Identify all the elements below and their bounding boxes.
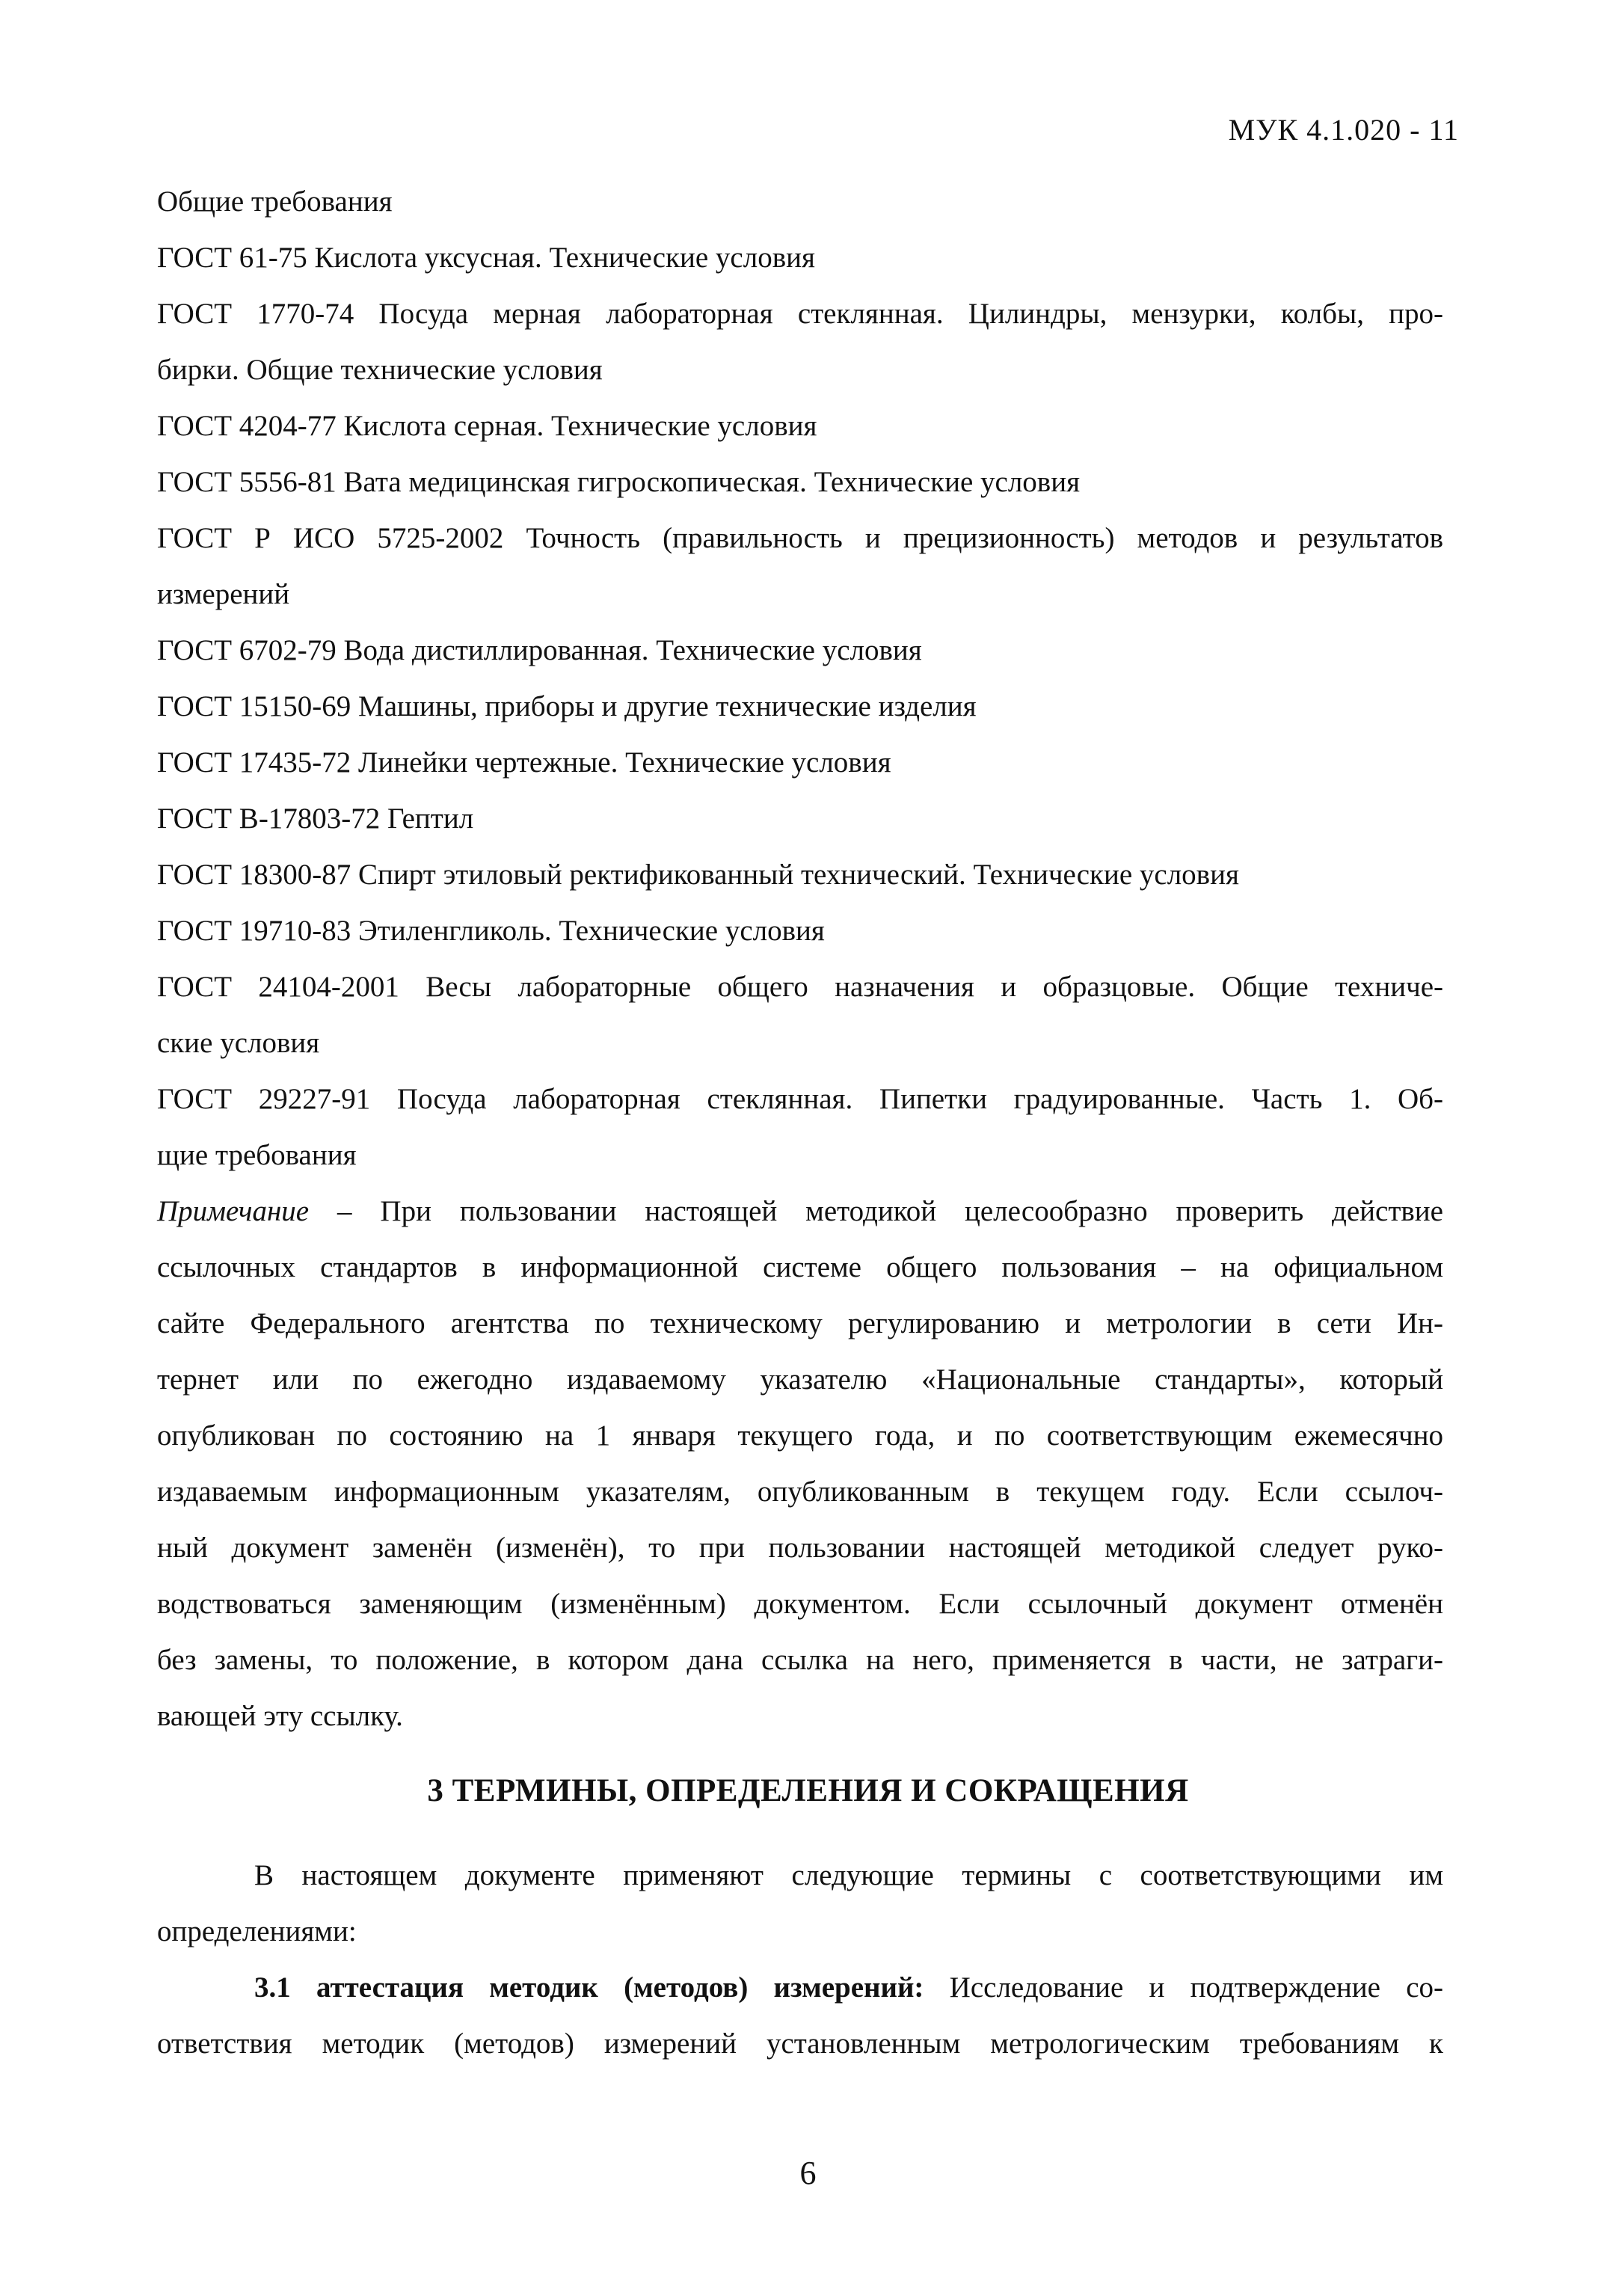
reference-line: щие требования: [157, 1139, 357, 1171]
section-body: [157, 1847, 1443, 2072]
reference-line: измерений: [157, 578, 290, 610]
reference-line: ГОСТ 4204-77 Кислота серная. Технические условия: [157, 410, 817, 442]
term-definition-line: ответствия методик (методов) измерений установленным метрологическим требованиям к: [157, 2028, 1443, 2060]
reference-line: ГОСТ 61-75 Кислота уксусная. Технические условия: [157, 242, 815, 274]
page-number: 6: [799, 2155, 817, 2191]
intro-line: определениями:: [157, 1915, 357, 1947]
term-title: 3.1 аттестация методик (методов) измерений:: [254, 1971, 924, 2004]
references-block: [157, 174, 1443, 1744]
reference-line: ГОСТ В-17803-72 Гептил: [157, 802, 474, 835]
note-label: Примечание: [157, 1195, 310, 1227]
note-line: вающей эту ссылку.: [157, 1700, 403, 1732]
note-line: без замены, то положение, в котором дана ссылка на него, применяется в части, не затраги-: [157, 1644, 1443, 1676]
term-definition-start: Исследование и подтверждение со-: [924, 1971, 1443, 2004]
note-line: сайте Федерального агентства по техническому регулированию и метрологии в сети Ин-: [157, 1307, 1443, 1339]
section-heading: 3 ТЕРМИНЫ, ОПРЕДЕЛЕНИЯ И СОКРАЩЕНИЯ: [427, 1773, 1189, 1808]
reference-line: ГОСТ 5556-81 Вата медицинская гигроскопическая. Технические условия: [157, 466, 1081, 498]
note-line: опубликован по состоянию на 1 января текущего года, и по соответствующим ежемесячно: [157, 1419, 1443, 1452]
reference-line: ские условия: [157, 1027, 320, 1059]
reference-line: ГОСТ 29227-91 Посуда лабораторная стеклянная. Пипетки градуированные. Часть 1. Об-: [157, 1083, 1443, 1115]
document-code: МУК 4.1.020 - 11: [1228, 113, 1459, 147]
reference-line: ГОСТ 6702-79 Вода дистиллированная. Технические условия: [157, 634, 922, 666]
reference-line: ГОСТ 18300-87 Спирт этиловый ректификованный технический. Технические условия: [157, 859, 1239, 891]
reference-line: бирки. Общие технические условия: [157, 354, 603, 386]
reference-line: ГОСТ 1770-74 Посуда мерная лабораторная стеклянная. Цилиндры, мензурки, колбы, про-: [157, 298, 1443, 330]
note-line: водствоваться заменяющим (изменённым) документом. Если ссылочный документ отменён: [157, 1588, 1443, 1620]
note-line: ный документ заменён (изменён), то при пользовании настоящей методикой следует руко-: [157, 1532, 1443, 1564]
intro-line: В настоящем документе применяют следующие термины с соответствующими им: [254, 1859, 1443, 1891]
note-line: ссылочных стандартов в информационной системе общего пользования – на официальном: [157, 1251, 1443, 1283]
note-text-start: – При пользовании настоящей методикой целесообразно проверить действие: [309, 1195, 1443, 1227]
reference-line: ГОСТ 15150-69 Машины, приборы и другие технические изделия: [157, 690, 977, 722]
reference-line: Общие требования: [157, 185, 393, 218]
note-first-line: [157, 1183, 1443, 1239]
term-first-line: [157, 1959, 1443, 2016]
reference-line: ГОСТ 24104-2001 Весы лабораторные общего назначения и образцовые. Общие техниче-: [157, 971, 1443, 1003]
reference-line: ГОСТ 17435-72 Линейки чертежные. Технические условия: [157, 746, 891, 779]
reference-line: ГОСТ Р ИСО 5725-2002 Точность (правильность и прецизионность) методов и результатов: [157, 522, 1443, 554]
reference-line: ГОСТ 19710-83 Этиленгликоль. Технические условия: [157, 915, 825, 947]
note-line: тернет или по ежегодно издаваемому указателю «Национальные стандарты», который: [157, 1363, 1443, 1396]
note-line: издаваемым информационным указателям, опубликованным в текущем году. Если ссылоч-: [157, 1476, 1443, 1508]
